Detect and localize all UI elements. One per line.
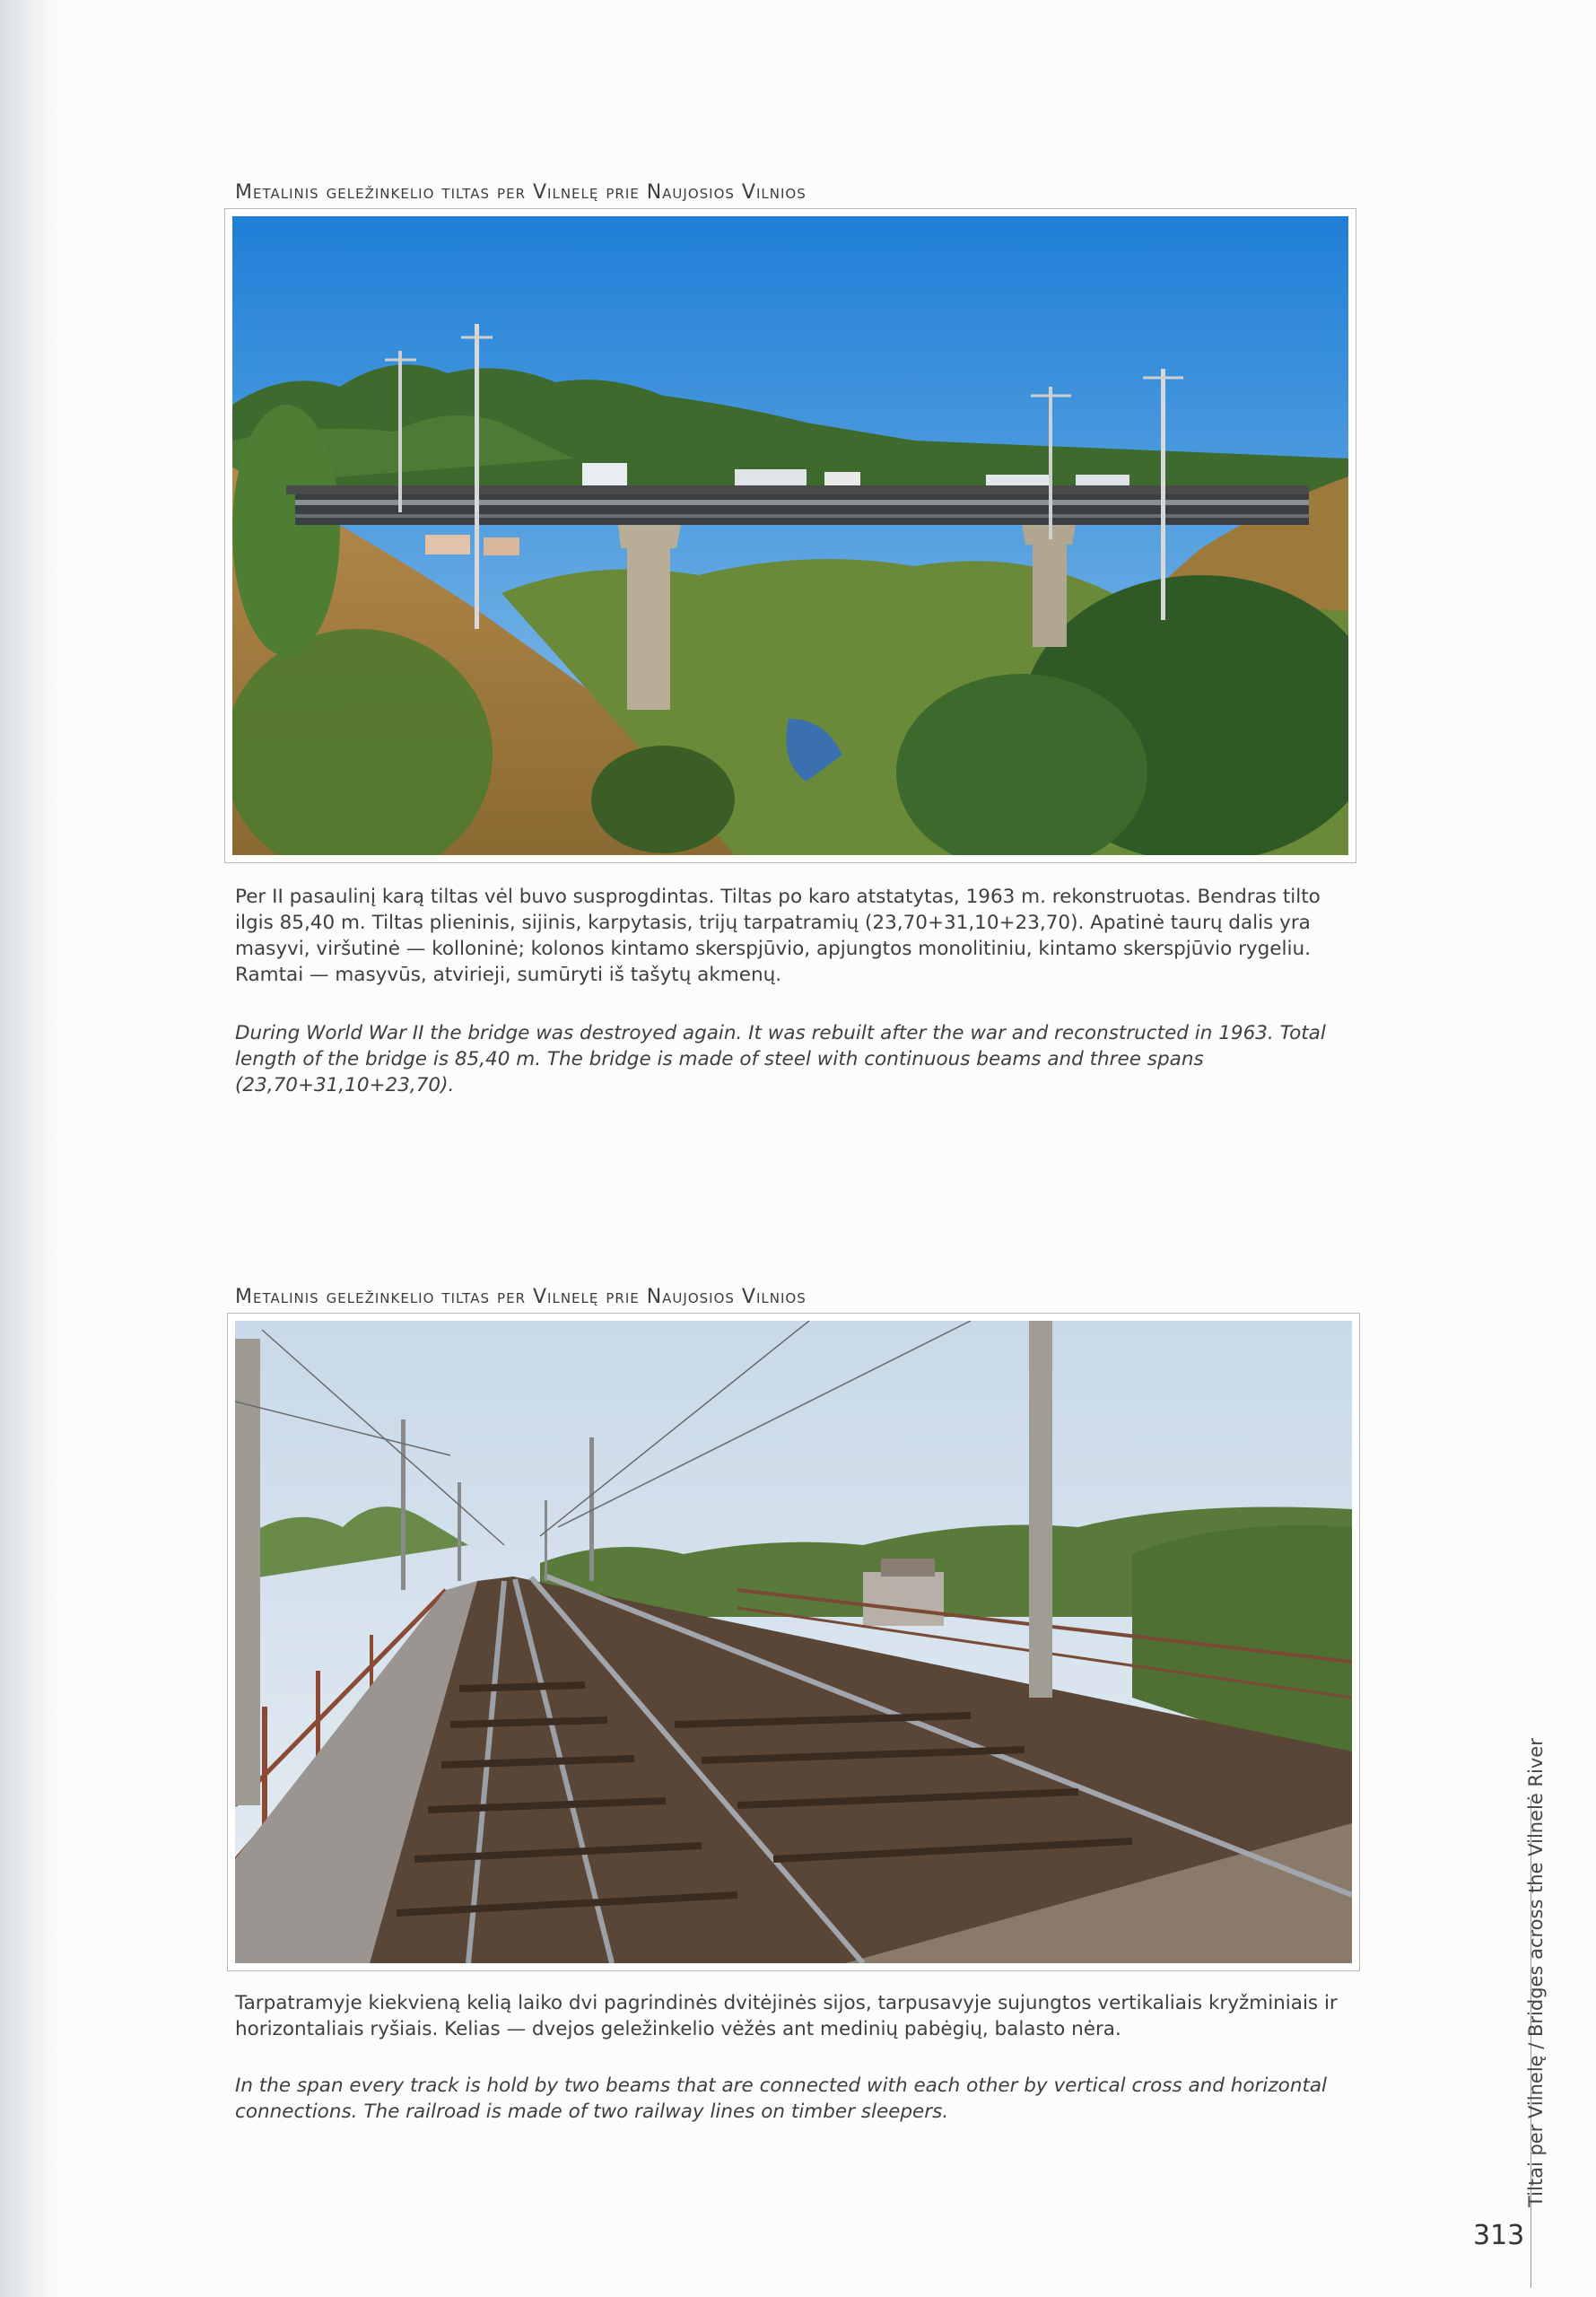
bridge-side-photo-frame (224, 208, 1356, 863)
section-2-title: Metalinis geležinkelio tiltas per Vilnelę prie Naujosios Vilnios (235, 1286, 807, 1308)
page-binding-shadow (0, 0, 63, 2297)
section-2-caption-en: In the span every track is hold by two beams that are connected with each other by vertical cross and horizontal connections. The railroad is made of two railway lines on timber sleepers. (235, 2074, 1328, 2123)
track-photo (235, 1321, 1352, 1963)
section-2-caption-lt: Tarpatramyje kiekvieną kelią laiko dvi pagrindinės dvitėjinės sijos, tarpusavyje sujungtos vertikaliais kryžminiais ir horizontaliais ryšiais. Kelias — dvejos geležinkelio vėžės ant medinių pabėgių, balasto nėra. (235, 1992, 1338, 2040)
track-photo-frame (227, 1313, 1360, 1971)
page-number: 313 (1473, 2220, 1525, 2251)
section-1-caption-lt: Per II pasaulinį karą tiltas vėl buvo susprogdintas. Tiltas po karo atstatytas, 1963 m. rekonstruotas. Bendras tilto ilgis 85,40 m. Tiltas plieninis, sijinis, karpytasis, trijų tarpatramių (23,70+31,10+23,70). Apatinė taurų dalis yra masyvi, viršutinė — kolloninė; kolonos kintamo skerspjūvio, apjungtos monolitiniu, kintamo skerspjūvio rygeliu. Ramtai — masyvūs, atvirieji, sumūryti iš tašytų akmenų. (235, 886, 1321, 986)
section-1-title: Metalinis geležinkelio tiltas per Vilnelę prie Naujosios Vilnios (235, 181, 807, 204)
running-header-side-label: Tiltai per Vilnelę / Bridges across the Vilnelė River (1525, 1738, 1547, 2207)
section-1-caption-en: During World War II the bridge was destroyed again. It was rebuilt after the war and reconstructed in 1963. Total length of the bridge is 85,40 m. The bridge is made of steel with continuous beams and three spans (23,70+31,10+23,70). (235, 1022, 1326, 1096)
bridge-side-photo (232, 216, 1348, 855)
